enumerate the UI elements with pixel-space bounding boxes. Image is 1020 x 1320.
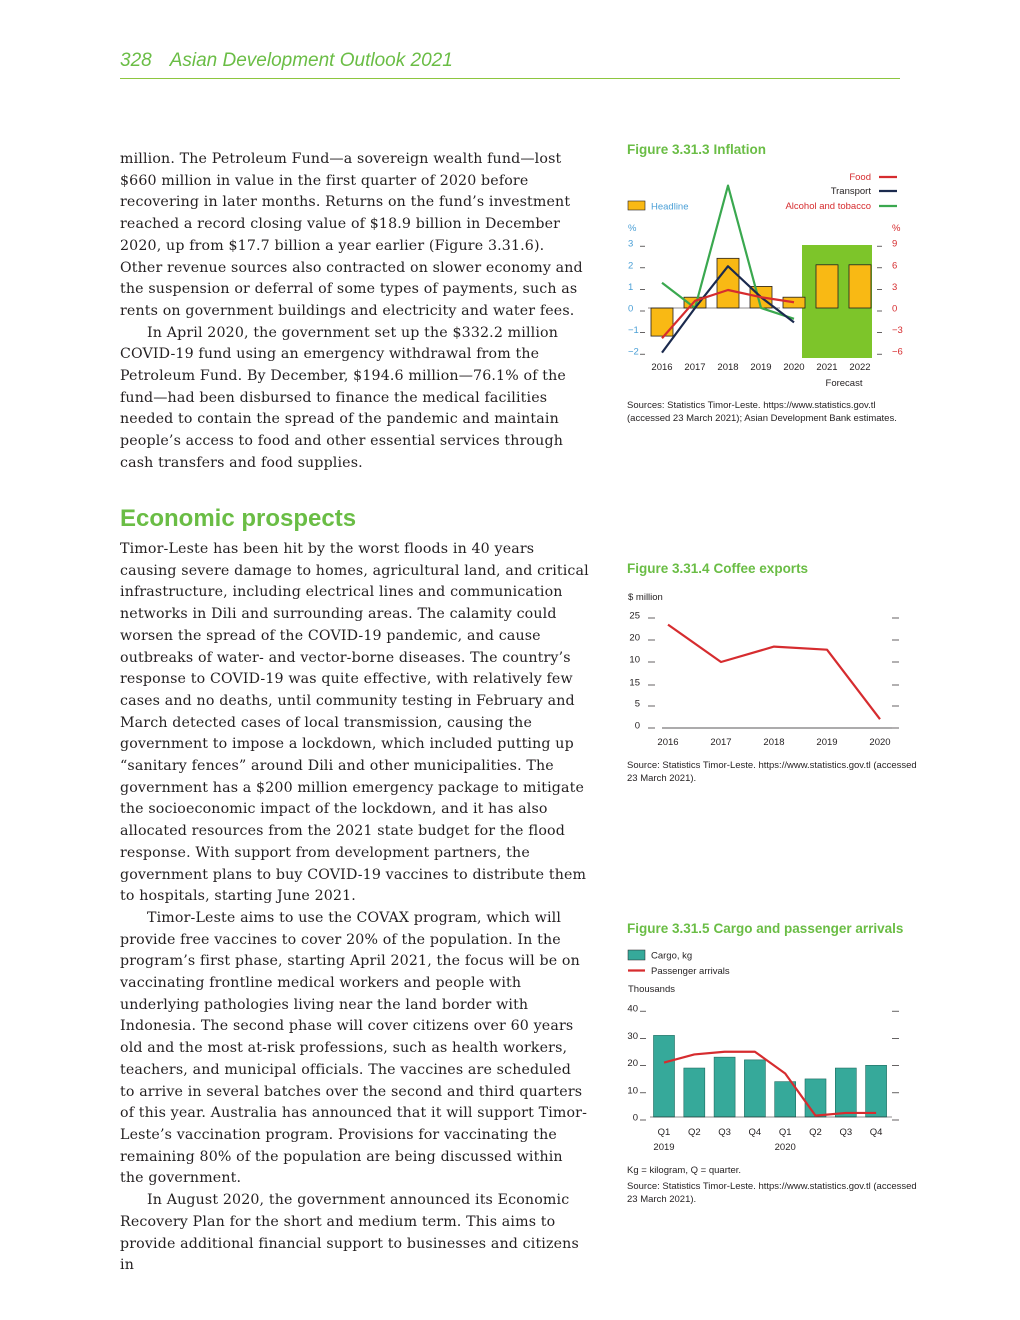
figure-name: Inflation [713, 142, 767, 157]
paragraph: Timor-Leste aims to use the COVAX program, which will provide free vaccines to cover 20% of the population. In the program’s first phase, starting April 2021, the focus will be on vaccinating frontline medical workers and people with underlying pathologies living near the land border with Indonesia. The second phase will cover citizens over 60 years old and the most at-risk professions, such as health workers, teachers, and municipal officials. The vaccines are scheduled to arrive in several batches over the second and third quarters of this year. Australia has announced that it will support Timor-Leste’s vaccination program. Provisions for vaccinating the remaining 80% of the population are being discussed within the government. [120, 909, 588, 1187]
right-tick-label: −6 [892, 346, 903, 358]
x-tick-label: Q4 [748, 1127, 762, 1138]
paragraph: Timor-Leste has been hit by the worst floods in 40 years causing severe damage to homes, agricultural land, and critical infrastructure, including electrical lines and communication networks in Dili and surrounding areas. The calamity could worsen the spread of the COVID-19 pandemic, and cause outbreaks of water- and vector-borne diseases. The country’s response to COVID-19 was quite effective, with relatively few cases and no deaths, until community testing in February and March detected cases of local transmission, causing the government to impose a lockdown, which included putting up “sanitary fences” around Dili and other municipalities. The government has a $200 million emergency package to mitigate the socioeconomic impact of the lockdown, and it has also allocated resources from the 2021 state budget for the flood response. With support from development partners, the government plans to buy COVID-19 vaccines to distribute them to hospitals, starting June 2021. [120, 541, 589, 905]
cargo-bar [805, 1079, 826, 1117]
legend-swatch-headline [628, 201, 645, 210]
x-tick-label: Q1 [657, 1127, 671, 1138]
figure-name: Coffee exports [713, 561, 809, 576]
figure-title-cargo [627, 921, 903, 936]
y-tick-label: 20 [627, 1058, 638, 1070]
forecast-label: Forecast [825, 378, 863, 389]
cargo-bar [684, 1068, 705, 1117]
inflation-chart [610, 165, 910, 395]
figure-number: Figure 3.31.3 [627, 142, 710, 157]
left-tick-label: 2 [628, 260, 634, 272]
legend-label-2: Alcohol and tobacco [785, 201, 871, 212]
cargo-bar [744, 1060, 765, 1117]
y-tick-label: 10 [627, 1085, 638, 1097]
left-axis-unit: % [628, 223, 637, 234]
legend-label-passengers: Passenger arrivals [651, 966, 730, 977]
legend-label-1: Transport [830, 186, 871, 197]
paragraph: million. The Petroleum Fund—a sovereign wealth fund—lost $660 million in value in the first quarter of 2020 before recovering in later months. Returns on the fund’s investment reached a record closing value of $18.9 billion in December 2020, up from $17.7 billion a year earlier (Figure 3.31.6). Other revenue sources also contracted on slower economy and the suspension or deferral of some types of payments, such as rents on government buildings and electricity and water fees. [120, 151, 583, 319]
x-tick-label: Q3 [718, 1127, 731, 1138]
x-tick-label: Q1 [778, 1127, 792, 1138]
body-column-main [120, 539, 590, 1277]
publication-title: Asian Development Outlook 2021 [169, 50, 453, 71]
coffee-exports-line [668, 625, 880, 720]
y-tick-label: 20 [629, 632, 640, 644]
left-tick-label: −1 [628, 325, 639, 337]
cargo-bar [775, 1082, 796, 1117]
figure-title-coffee [627, 561, 808, 576]
x-tick-label: Q4 [869, 1127, 883, 1138]
legend-label-cargo: Cargo, kg [651, 950, 693, 962]
y-tick-label: 15 [629, 677, 640, 689]
left-tick-label: 1 [628, 281, 634, 293]
left-tick-label: 0 [628, 303, 634, 315]
x-tick-label: 2020 [783, 362, 805, 373]
x-tick-label: Q2 [687, 1127, 701, 1138]
section-heading: Economic prospects [120, 505, 357, 532]
cargo-bar [835, 1068, 856, 1117]
y-axis-label: Thousands [628, 984, 676, 995]
x-tick-label: 2016 [657, 737, 679, 748]
body-column-top [120, 149, 590, 475]
headline-bar [651, 308, 673, 336]
cargo-passenger-chart [610, 945, 910, 1160]
x-tick-label: 2021 [816, 362, 838, 373]
y-tick-label: 0 [632, 1112, 638, 1124]
paragraph: In April 2020, the government set up the $332.2 million COVID-19 fund using an emergency withdrawal from the Petroleum Fund. By December, $194.6 million—76.1% of the fund—had been disbursed to finance the medical facilities needed to contain the spread of the pandemic and maintain people’s access to food and other essential services through cash transfers and food supplies. [120, 324, 566, 471]
page-number: 328 [120, 50, 152, 71]
figure-source: Source: Statistics Timor-Leste. https://www.statistics.gov.tl (accessed 23 March 2021). [627, 760, 917, 784]
legend-swatch-cargo [628, 950, 645, 960]
x-tick-label: 2017 [684, 362, 706, 373]
figure-number: Figure 3.31.4 [627, 561, 710, 576]
legend-label-headline: Headline [651, 201, 689, 213]
cargo-bar [866, 1065, 887, 1117]
right-tick-label: 3 [892, 281, 898, 293]
cargo-bar [654, 1035, 675, 1117]
x-tick-label: Q3 [839, 1127, 853, 1138]
x-tick-label: 2019 [816, 737, 838, 748]
y-tick-label: 10 [629, 654, 640, 666]
cargo-bar [714, 1057, 735, 1117]
right-tick-label: −3 [892, 325, 903, 337]
paragraph: In August 2020, the government announced its Economic Recovery Plan for the short and medium term. This aims to provide additional financial support to businesses and citizens in [120, 1192, 579, 1274]
right-axis-unit: % [892, 223, 901, 234]
left-tick-label: 3 [628, 238, 634, 250]
headline-bar [783, 297, 805, 308]
y-tick-label: 0 [634, 720, 640, 732]
right-tick-label: 9 [892, 238, 898, 250]
figure-name: Cargo and passenger arrivals [713, 921, 904, 936]
figure-title-inflation [627, 142, 766, 157]
figure-source: Sources: Statistics Timor-Leste. https://www.statistics.gov.tl (accessed 23 March 2021); Asian Development Bank estimates. [627, 400, 897, 424]
y-tick-label: 40 [627, 1003, 638, 1015]
year-label: 2019 [653, 1142, 675, 1153]
x-tick-label: 2022 [849, 362, 871, 373]
figure-note: Kg = kilogram, Q = quarter. [627, 1165, 742, 1176]
y-tick-label: 25 [629, 610, 640, 622]
headline-bar [816, 265, 838, 308]
coffee-exports-chart [610, 585, 910, 755]
x-tick-label: 2020 [869, 737, 891, 748]
left-tick-label: −2 [628, 346, 639, 358]
page-header [120, 50, 900, 79]
x-tick-label: 2018 [717, 362, 739, 373]
legend-label-0: Food [849, 172, 871, 183]
y-axis-label: $ million [628, 592, 663, 603]
x-tick-label: 2018 [763, 737, 785, 748]
right-tick-label: 6 [892, 260, 898, 272]
y-tick-label: 5 [634, 698, 640, 710]
x-tick-label: 2019 [750, 362, 772, 373]
year-label: 2020 [774, 1142, 796, 1153]
headline-bar [849, 265, 871, 308]
y-tick-label: 30 [627, 1030, 638, 1042]
figure-source: Source: Statistics Timor-Leste. https://www.statistics.gov.tl (accessed 23 March 2021). [627, 1181, 917, 1205]
figure-number: Figure 3.31.5 [627, 921, 710, 936]
x-tick-label: 2016 [651, 362, 673, 373]
x-tick-label: 2017 [710, 737, 732, 748]
x-tick-label: Q2 [809, 1127, 822, 1138]
right-tick-label: 0 [892, 303, 898, 315]
